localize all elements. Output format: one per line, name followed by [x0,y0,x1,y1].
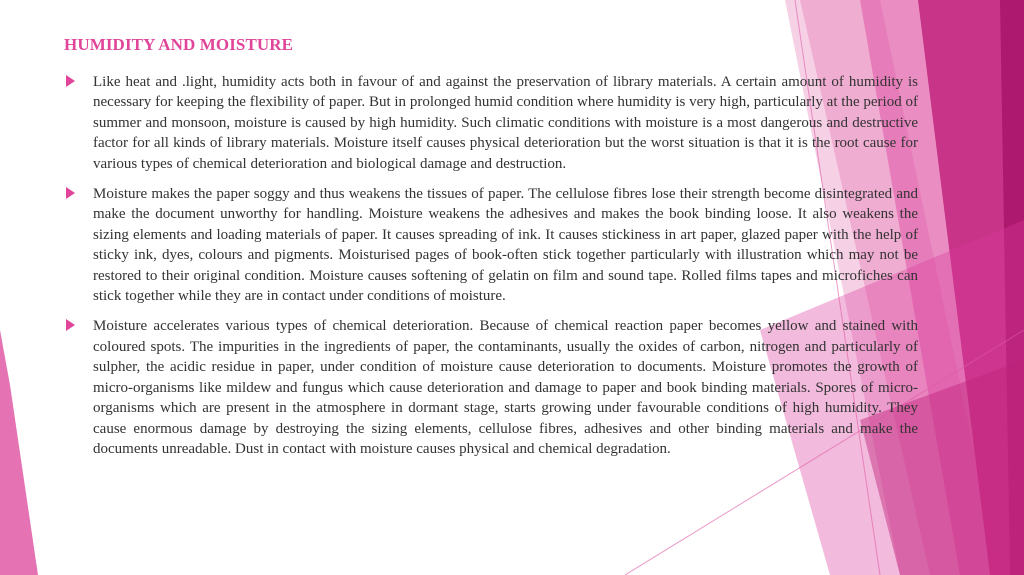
bullet-item [64,184,918,306]
bullet-item [64,72,918,174]
bullet-item [64,316,918,459]
slide-title: HUMIDITY AND MOISTURE [64,35,294,54]
bullet-text: Moisture accelerates various types of chemical deterioration. Because of chemical reaction paper becomes yellow and stained with coloured spots. The impurities in the ingredients of paper, the contaminants, usually the oxides of carbon, nitrogen and particularly of sulpher, the acidic residue in paper, under condition of moisture cause deterioration to documents. Moisture promotes the growth of micro-organisms like mildew and fungus which cause deterioration and damage to paper and book binding materials. Spores of micro-organisms which are present in the atmosphere in dormant stage, starts growing under favourable conditions of high humidity. They cause enormous damage by destroying the sizing elements, cellulose fibres, adhesives and other binding materials and make the documents unreadable. Dust in contact with moisture causes physical and chemical degradation. [93,318,918,457]
bullet-text: Moisture makes the paper soggy and thus weakens the tissues of paper. The cellulose fibres lose their strength become disintegrated and make the document unworthy for handling. Moisture weakens the adhesives and makes the book binding loose. It also weakens the sizing elements and loading materials of paper. It causes spreading of ink. It causes stickiness in art paper, glazed paper with the help of sticky ink, dyes, colours and pigments. Moisturised pages of book-often stick together particularly with illustration which may not be restored to their original condition. Moisture causes softening of gelatin on film and sound tape. Rolled films tapes and microfiches can stick together while they are in contact under conditions of moisture. [93,186,918,305]
bullet-text: Like heat and .light, humidity acts both in favour of and against the preservation of library materials. A certain amount of humidity is necessary for keeping the flexibility of paper. But in prolonged humid condition where humidity is very high, particularly at the period of summer and monsoon, moisture is caused by high humidity. Such climatic conditions with moisture is a most dangerous and destructive factor for all kinds of library materials. Moisture itself causes physical deterioration but the worst situation is that it is the root cause for various types of chemical deterioration and biological damage and destruction. [93,74,918,172]
facet-left-sliver [0,330,38,575]
triangle-bullet-icon [66,187,75,199]
triangle-bullet-icon [66,75,75,87]
triangle-bullet-icon [66,319,75,331]
bullet-list [64,72,918,469]
